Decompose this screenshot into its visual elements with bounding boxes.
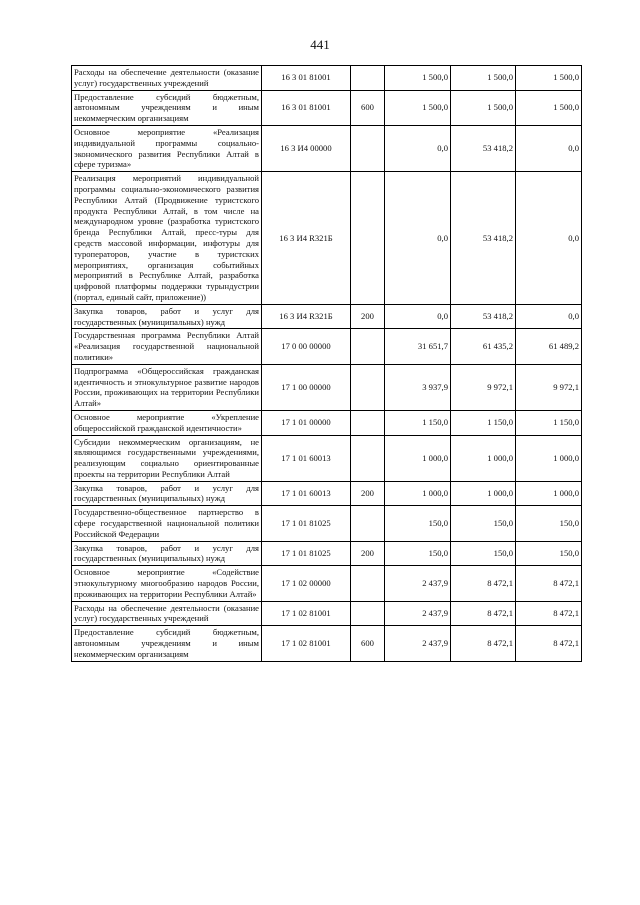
row-amount-year-3: 8 472,1	[516, 566, 582, 601]
row-target-code: 16 3 01 81001	[262, 66, 351, 91]
row-amount-year-3: 1 500,0	[516, 90, 582, 125]
row-name: Реализация мероприятий индивидуальной программы социально-экономического развития Республики Алтай (Продвижение туристского продукта Республики Алтай, в том числе на международном уровне (разработка туристского бренда Республики Алтай, пресс-туры для средств массовой информации, инфотуры для туроператоров, участие в туристских мероприятиях, организация событийных мероприятий в Республике Алтай, разработка цифровой платформы поддержки турындустрии (портал, единый сайт, приложение))	[72, 172, 262, 305]
row-amount-year-2: 150,0	[451, 506, 516, 541]
row-name: Основное мероприятие «Содействие этнокультурному многообразию народов России, проживающих на территории Республики Алтай»	[72, 566, 262, 601]
row-amount-year-3: 0,0	[516, 172, 582, 305]
row-target-code: 17 1 01 60013	[262, 481, 351, 506]
row-amount-year-2: 8 472,1	[451, 626, 516, 661]
row-amount-year-2: 9 972,1	[451, 364, 516, 410]
row-amount-year-1: 2 437,9	[385, 626, 451, 661]
table-row	[72, 66, 582, 91]
table-row	[72, 304, 582, 329]
row-target-code: 17 0 00 00000	[262, 329, 351, 364]
row-amount-year-2: 53 418,2	[451, 304, 516, 329]
row-expense-type	[351, 566, 385, 601]
row-name: Расходы на обеспечение деятельности (оказание услуг) государственных учреждений	[72, 601, 262, 626]
row-amount-year-2: 1 500,0	[451, 66, 516, 91]
row-name: Закупка товаров, работ и услуг для государственных (муниципальных) нужд	[72, 541, 262, 566]
row-amount-year-3: 1 150,0	[516, 410, 582, 435]
row-amount-year-1: 1 000,0	[385, 481, 451, 506]
row-name: Государственная программа Республики Алтай «Реализация государственной национальной политики»	[72, 329, 262, 364]
row-target-code: 17 1 01 60013	[262, 435, 351, 481]
row-amount-year-1: 0,0	[385, 125, 451, 171]
row-amount-year-1: 2 437,9	[385, 566, 451, 601]
row-expense-type: 200	[351, 541, 385, 566]
row-expense-type: 600	[351, 626, 385, 661]
row-amount-year-2: 150,0	[451, 541, 516, 566]
row-expense-type: 600	[351, 90, 385, 125]
row-amount-year-3: 150,0	[516, 541, 582, 566]
table-row	[72, 566, 582, 601]
table-row	[72, 172, 582, 305]
row-amount-year-3: 9 972,1	[516, 364, 582, 410]
row-target-code: 17 1 01 00000	[262, 410, 351, 435]
table-row	[72, 481, 582, 506]
row-amount-year-1: 2 437,9	[385, 601, 451, 626]
row-name: Основное мероприятие «Реализация индивидуальной программы социально-экономического развития Республики Алтай в сфере туризма»	[72, 125, 262, 171]
table-row	[72, 541, 582, 566]
table-row	[72, 435, 582, 481]
table-row	[72, 125, 582, 171]
row-expense-type: 200	[351, 481, 385, 506]
table-row	[72, 90, 582, 125]
row-target-code: 16 3 И4 R321Б	[262, 172, 351, 305]
row-expense-type	[351, 410, 385, 435]
table-row	[72, 364, 582, 410]
row-amount-year-2: 8 472,1	[451, 601, 516, 626]
row-amount-year-2: 1 000,0	[451, 435, 516, 481]
row-amount-year-3: 1 000,0	[516, 481, 582, 506]
row-name: Предоставление субсидий бюджетным, автономным учреждениям и иным некоммерческим организациям	[72, 626, 262, 661]
row-amount-year-3: 150,0	[516, 506, 582, 541]
row-amount-year-2: 8 472,1	[451, 566, 516, 601]
row-expense-type	[351, 172, 385, 305]
row-amount-year-1: 1 150,0	[385, 410, 451, 435]
row-target-code: 16 3 01 81001	[262, 90, 351, 125]
table-row	[72, 410, 582, 435]
table-row	[72, 626, 582, 661]
row-amount-year-3: 1 000,0	[516, 435, 582, 481]
row-target-code: 17 1 01 81025	[262, 541, 351, 566]
row-name: Закупка товаров, работ и услуг для государственных (муниципальных) нужд	[72, 304, 262, 329]
row-target-code: 16 3 И4 R321Б	[262, 304, 351, 329]
row-amount-year-1: 0,0	[385, 172, 451, 305]
row-name: Основное мероприятие «Укрепление общероссийской гражданской идентичности»	[72, 410, 262, 435]
row-expense-type	[351, 329, 385, 364]
row-amount-year-3: 1 500,0	[516, 66, 582, 91]
table-row	[72, 601, 582, 626]
row-amount-year-1: 150,0	[385, 506, 451, 541]
row-name: Расходы на обеспечение деятельности (оказание услуг) государственных учреждений	[72, 66, 262, 91]
row-amount-year-1: 1 500,0	[385, 66, 451, 91]
row-expense-type	[351, 125, 385, 171]
row-expense-type	[351, 66, 385, 91]
row-amount-year-1: 150,0	[385, 541, 451, 566]
row-amount-year-2: 1 500,0	[451, 90, 516, 125]
row-target-code: 17 1 01 81025	[262, 506, 351, 541]
row-expense-type	[351, 435, 385, 481]
row-name: Подпрограмма «Общероссийская гражданская идентичность и этнокультурное развитие народов России, проживающих на территории Республики Алтай»	[72, 364, 262, 410]
row-name: Государственно-общественное партнерство в сфере государственной национальной политики Российской Федерации	[72, 506, 262, 541]
row-amount-year-3: 0,0	[516, 125, 582, 171]
row-amount-year-1: 1 000,0	[385, 435, 451, 481]
row-amount-year-2: 53 418,2	[451, 125, 516, 171]
table-row	[72, 506, 582, 541]
budget-table	[71, 65, 582, 662]
row-amount-year-1: 3 937,9	[385, 364, 451, 410]
row-expense-type	[351, 364, 385, 410]
row-amount-year-2: 1 000,0	[451, 481, 516, 506]
row-amount-year-3: 8 472,1	[516, 601, 582, 626]
row-name: Закупка товаров, работ и услуг для государственных (муниципальных) нужд	[72, 481, 262, 506]
row-expense-type: 200	[351, 304, 385, 329]
page-number: 441	[310, 37, 330, 52]
row-amount-year-1: 0,0	[385, 304, 451, 329]
row-target-code: 16 3 И4 00000	[262, 125, 351, 171]
row-amount-year-1: 31 651,7	[385, 329, 451, 364]
row-target-code: 17 1 02 81001	[262, 601, 351, 626]
row-expense-type	[351, 506, 385, 541]
row-amount-year-3: 61 489,2	[516, 329, 582, 364]
row-amount-year-3: 8 472,1	[516, 626, 582, 661]
row-target-code: 17 1 02 81001	[262, 626, 351, 661]
row-name: Предоставление субсидий бюджетным, автономным учреждениям и иным некоммерческим организациям	[72, 90, 262, 125]
row-amount-year-2: 61 435,2	[451, 329, 516, 364]
row-amount-year-1: 1 500,0	[385, 90, 451, 125]
row-amount-year-2: 53 418,2	[451, 172, 516, 305]
row-expense-type	[351, 601, 385, 626]
row-target-code: 17 1 00 00000	[262, 364, 351, 410]
table-row	[72, 329, 582, 364]
row-amount-year-2: 1 150,0	[451, 410, 516, 435]
budget-table-body	[72, 66, 582, 662]
row-amount-year-3: 0,0	[516, 304, 582, 329]
row-target-code: 17 1 02 00000	[262, 566, 351, 601]
row-name: Субсидии некоммерческим организациям, не являющимся государственными учреждениями, реализующим социально ориентированные проекты на территории Республики Алтай	[72, 435, 262, 481]
